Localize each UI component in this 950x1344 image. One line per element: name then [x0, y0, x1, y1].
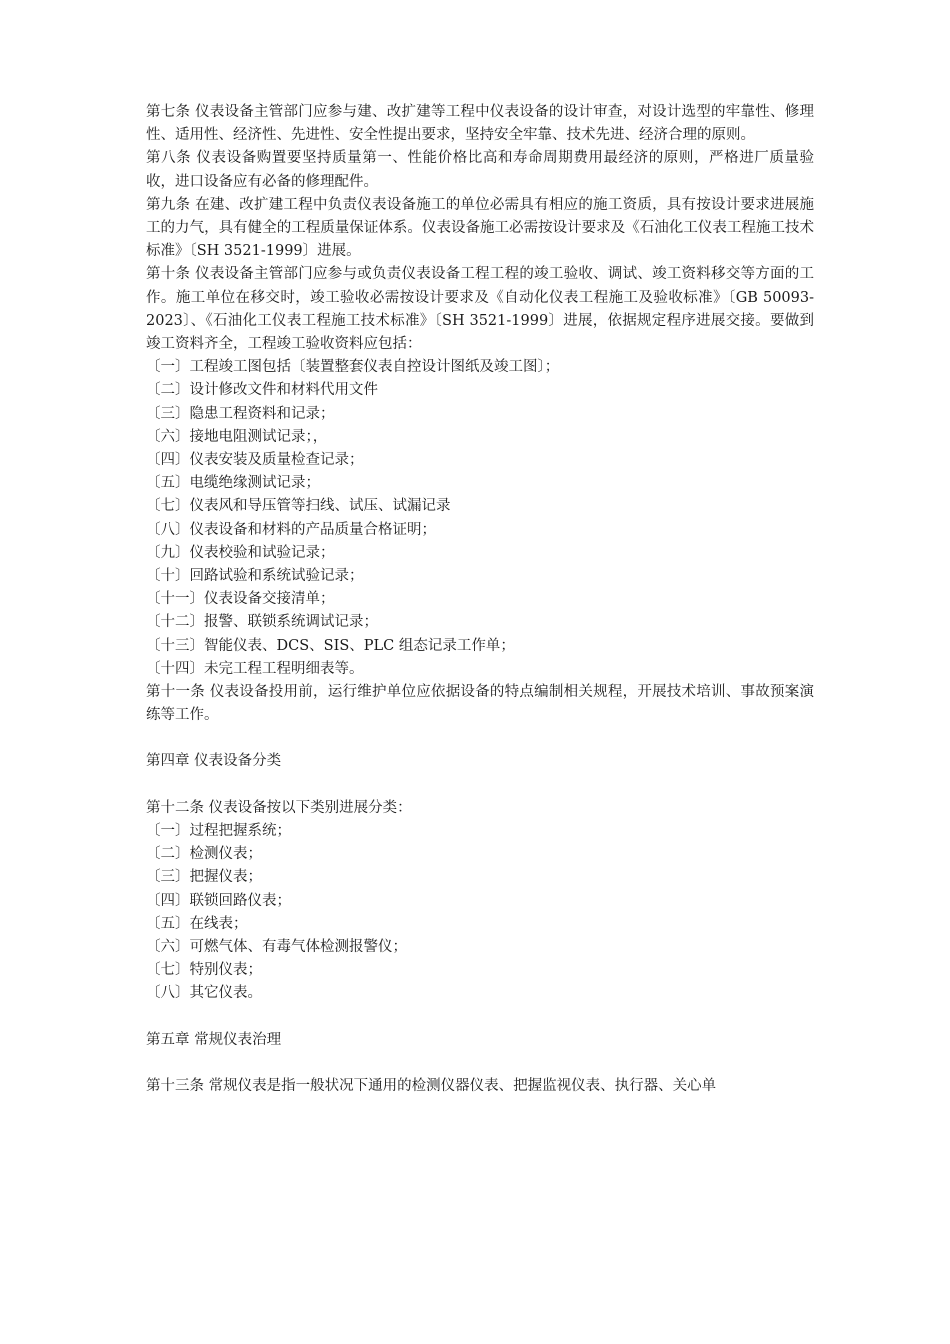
article-8: 第八条 仪表设备购置要坚持质量第一、性能价格比高和寿命周期费用最经济的原则，严格进厂质量验收，进口设备应有必备的修理配件。 — [146, 150, 814, 190]
article-9: 第九条 在建、改扩建工程中负责仪表设备施工的单位必需具有相应的施工资质，具有按设计要求进展施工的力气，具有健全的工程质量保证体系。仪表设备施工必需按设计要求及《石油化工仪表工程施工技术标准》〔SH 3521-1999〕进展。 — [146, 196, 814, 260]
acceptance-materials-list — [146, 356, 814, 681]
list-item: 〔一〕过程把握系统； — [146, 822, 291, 839]
list-item: 〔六〕接地电阻测试记录；， — [146, 428, 328, 445]
list-item: 〔六〕可燃气体、有毒气体检测报警仪； — [146, 938, 407, 955]
list-item: 〔八〕其它仪表。 — [146, 985, 262, 1002]
article-7: 第七条 仪表设备主管部门应参与建、改扩建等工程中仪表设备的设计审查，对设计选型的牢靠性、修理性、适用性、经济性、先进性、安全性提出要求，坚持安全牢靠、技术先进、经济合理的原则。 — [146, 104, 814, 144]
list-item: 〔二〕检测仪表； — [146, 846, 262, 863]
list-item: 〔五〕在线表； — [146, 915, 248, 932]
list-item: 〔四〕联锁回路仪表； — [146, 892, 291, 909]
list-item: 〔十四〕未完工程工程明细表等。 — [146, 660, 364, 677]
spacer — [146, 1052, 814, 1075]
chapter-4-heading: 第四章 仪表设备分类 — [146, 753, 282, 770]
classification-list — [146, 820, 814, 1006]
list-item: 〔四〕仪表安装及质量检查记录； — [146, 452, 364, 469]
spacer — [146, 774, 814, 797]
list-item: 〔五〕电缆绝缘测试记录； — [146, 475, 320, 492]
spacer — [146, 727, 814, 750]
list-item: 〔七〕仪表风和导压管等扫线、试压、试漏记录 — [146, 498, 451, 515]
document-body — [146, 101, 814, 1098]
list-item: 〔十〕回路试验和系统试验记录； — [146, 568, 364, 585]
list-item: 〔十一〕仪表设备交接清单； — [146, 591, 335, 608]
list-item: 〔十二〕报警、联锁系统调试记录； — [146, 614, 378, 631]
chapter-5-heading: 第五章 常规仪表治理 — [146, 1031, 282, 1048]
list-item: 〔三〕把握仪表； — [146, 869, 262, 886]
article-13: 第十三条 常规仪表是指一般状况下通用的检测仪器仪表、把握监视仪表、执行器、关心单 — [146, 1077, 717, 1094]
article-12: 第十二条 仪表设备按以下类别进展分类： — [146, 799, 412, 816]
spacer — [146, 1006, 814, 1029]
list-item: 〔二〕设计修改文件和材料代用文件 — [146, 382, 378, 399]
list-item: 〔一〕工程竣工图包括〔装置整套仪表自控设计图纸及竣工图〕； — [146, 359, 560, 376]
list-item: 〔三〕隐患工程资料和记录； — [146, 405, 335, 422]
article-11: 第十一条 仪表设备投用前，运行维护单位应依据设备的特点编制相关规程，开展技术培训、事故预案演练等工作。 — [146, 684, 814, 724]
list-item: 〔八〕仪表设备和材料的产品质量合格证明； — [146, 521, 436, 538]
article-10: 第十条 仪表设备主管部门应参与或负责仪表设备工程工程的竣工验收、调试、竣工资料移交等方面的工作。施工单位在移交时，竣工验收必需按设计要求及《自动化仪表工程施工及验收标准》〔GB 50093-2023〕、《石油化工仪表工程施工技术标准》〔SH 3521-1999〕进展，依据规定程序进展交接。要做到竣工资料齐全，工程竣工验收资料应包括： — [146, 266, 814, 353]
list-item: 〔七〕特别仪表； — [146, 962, 262, 979]
list-item: 〔九〕仪表校验和试验记录； — [146, 544, 335, 561]
list-item: 〔十三〕智能仪表、DCS、SIS、PLC 组态记录工作单； — [146, 637, 515, 654]
